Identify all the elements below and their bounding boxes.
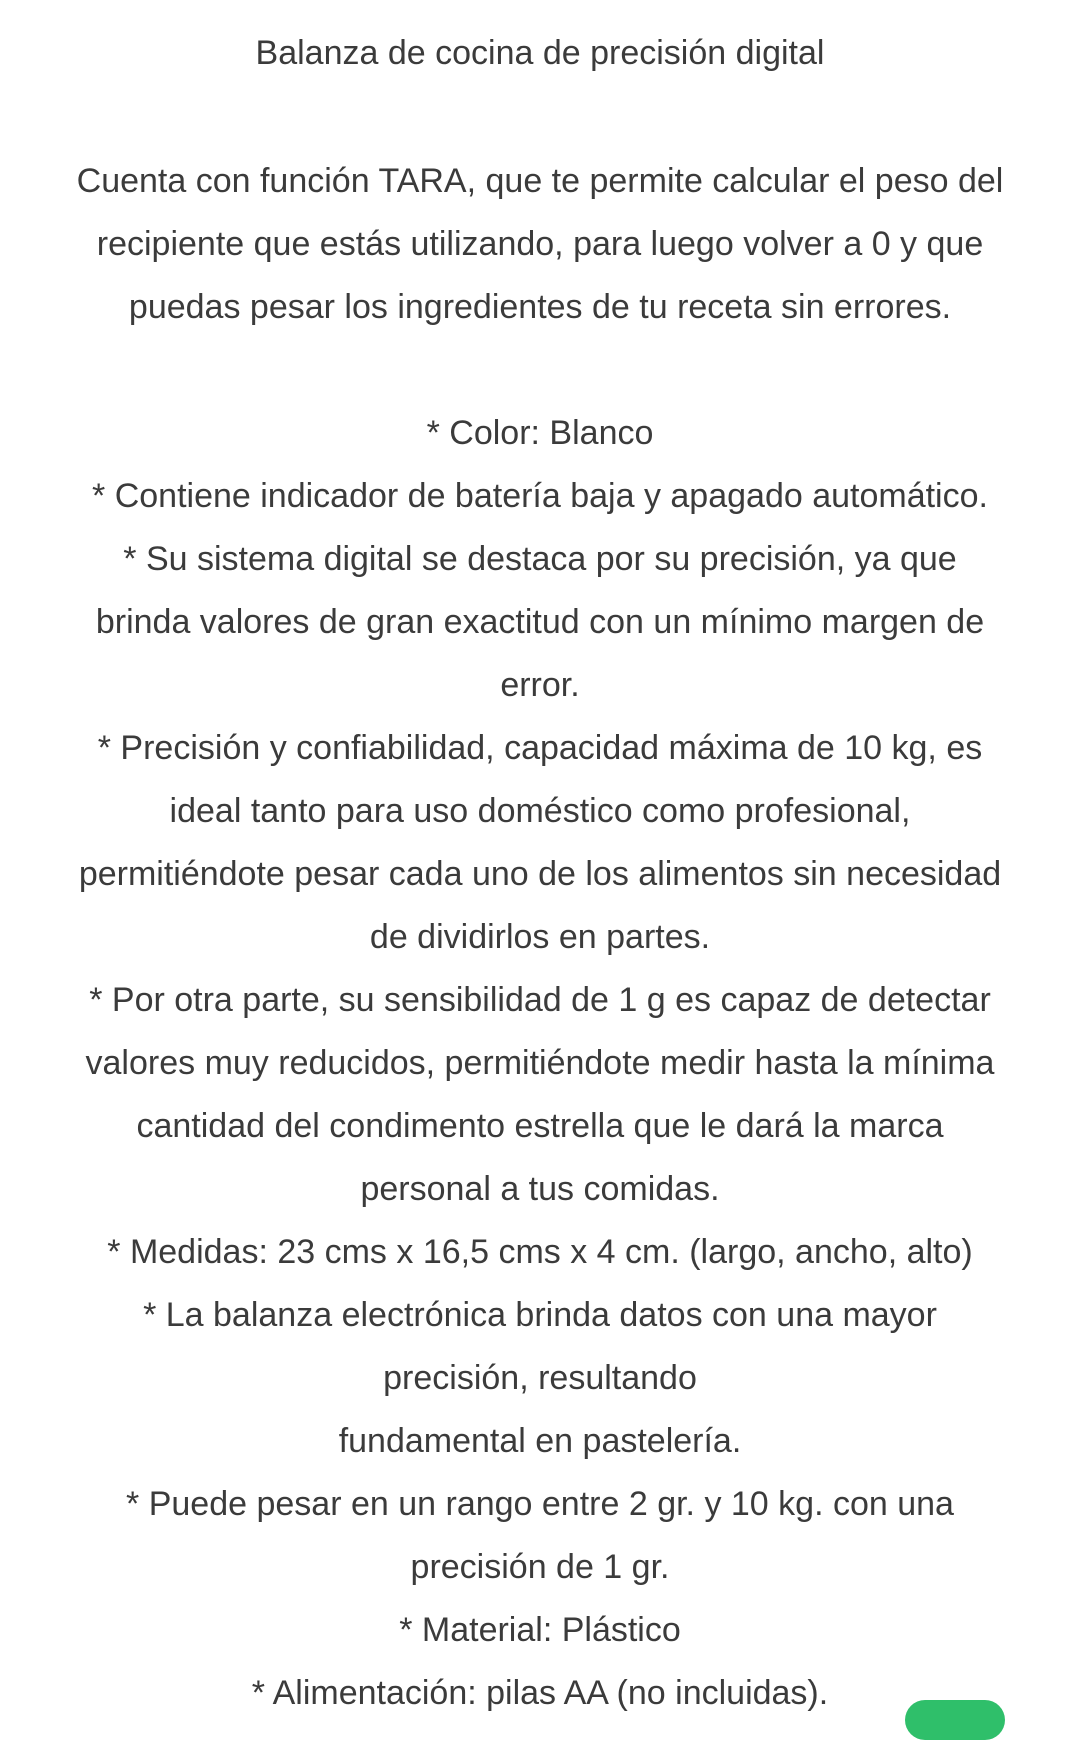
spec-line: brinda valores de gran exactitud con un mínimo margen de [95, 603, 985, 641]
floating-action-button[interactable] [905, 1700, 1005, 1740]
product-title: Balanza de cocina de precisión digital [255, 34, 825, 72]
spec-line: fundamental en pastelería. [338, 1422, 742, 1460]
spec-line: * Medidas: 23 cms x 16,5 cms x 4 cm. (largo, ancho, alto) [107, 1233, 973, 1271]
spec-line: * Su sistema digital se destaca por su precisión, ya que [123, 540, 957, 578]
spec-line: * Alimentación: pilas AA (no incluidas). [251, 1674, 829, 1712]
spec-line: * Precisión y confiabilidad, capacidad máxima de 10 kg, es [97, 729, 983, 767]
description-line: Cuenta con función TARA, que te permite calcular el peso del [76, 162, 1004, 200]
spec-line: * Material: Plástico [399, 1611, 681, 1649]
spec-line: * Por otra parte, su sensibilidad de 1 g es capaz de detectar [89, 981, 991, 1019]
spec-line: * Puede pesar en un rango entre 2 gr. y 10 kg. con una [126, 1485, 954, 1523]
description-paragraph [0, 150, 1080, 339]
spec-line: * La balanza electrónica brinda datos con una mayor [143, 1296, 937, 1334]
spec-line: valores muy reducidos, permitiéndote medir hasta la mínima [85, 1044, 995, 1082]
spec-line: cantidad del condimento estrella que le dará la marca [136, 1107, 944, 1145]
spec-line: permitiéndote pesar cada uno de los alimentos sin necesidad [78, 855, 1002, 893]
spec-line: precisión, resultando [383, 1359, 697, 1397]
spec-line: error. [500, 666, 580, 704]
spec-line: precisión de 1 gr. [410, 1548, 670, 1586]
spec-list [0, 402, 1080, 1725]
description-line: puedas pesar los ingredientes de tu receta sin errores. [128, 288, 952, 326]
spec-line: ideal tanto para uso doméstico como profesional, [169, 792, 911, 830]
spec-line: * Contiene indicador de batería baja y apagado automático. [92, 477, 988, 515]
spec-line: personal a tus comidas. [360, 1170, 720, 1208]
spec-line: de dividirlos en partes. [369, 918, 711, 956]
description-line: recipiente que estás utilizando, para luego volver a 0 y que [96, 225, 984, 263]
spec-line: * Color: Blanco [426, 414, 654, 452]
